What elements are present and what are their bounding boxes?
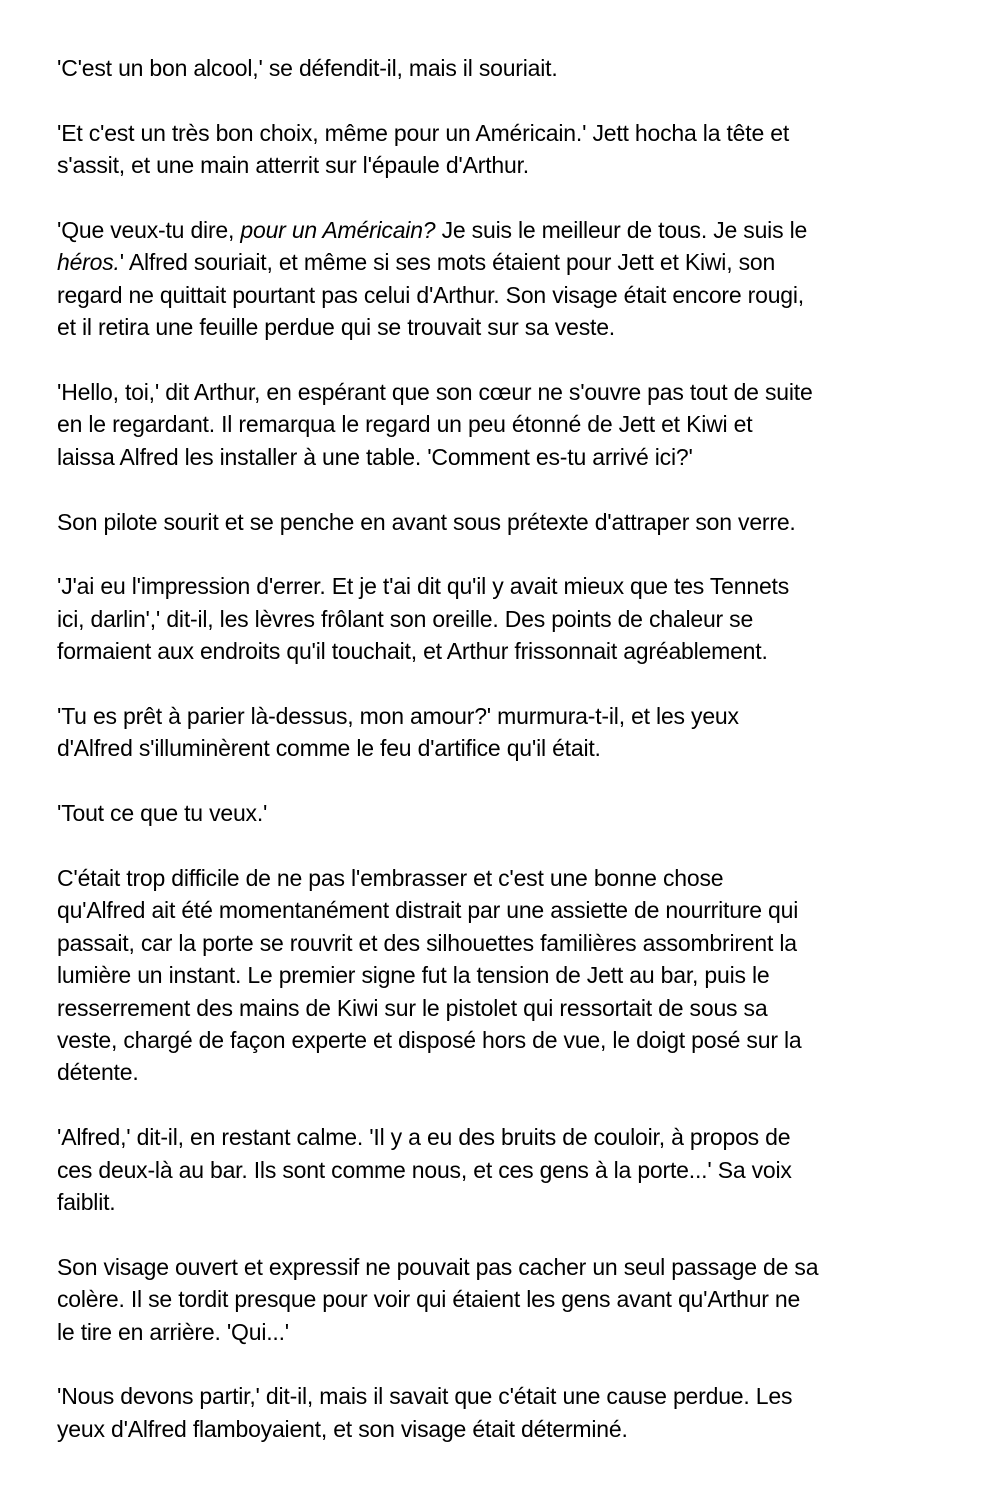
text-run: regard ne quittait pourtant pas celui d'Arthur. Son visage était encore rougi, (57, 281, 804, 308)
text-run: colère. Il se tordit presque pour voir qui étaient les gens avant qu'Arthur ne (57, 1286, 801, 1313)
text-run: C'était trop difficile de ne pas l'embrasser et c'est une bonne chose (57, 865, 724, 892)
text-run: Je suis le meilleur de tous. Je suis le (435, 217, 808, 243)
text-run: 'Nous devons partir,' dit-il, mais il savait que c'était une cause perdue. Les (57, 1383, 793, 1410)
text-line (57, 732, 957, 764)
text-run: s'assit, et une main atterrit sur l'épaule d'Arthur. (57, 152, 529, 179)
text-run: d'Alfred s'illuminèrent comme le feu d'artifice qu'il était. (57, 735, 601, 762)
text-run: 'Et c'est un très bon choix, même pour un Américain.' Jett hocha la tête et (57, 119, 790, 146)
text-run: Son visage ouvert et expressif ne pouvait pas cacher un seul passage de sa (57, 1253, 819, 1280)
text-run: et il retira une feuille perdue qui se trouvait sur sa veste. (57, 314, 615, 341)
text-run: Son pilote sourit et se penche en avant sous prétexte d'attraper son verre. (57, 508, 796, 535)
text-line (57, 117, 957, 149)
text-line (57, 1283, 957, 1315)
text-run: 'Alfred,' dit-il, en restant calme. 'Il y a eu des bruits de couloir, à propos de (57, 1124, 791, 1151)
text-line (57, 635, 957, 667)
text-line (57, 797, 957, 829)
text-run: laissa Alfred les installer à une table. 'Comment es-tu arrivé ici?' (57, 443, 693, 470)
text-line (57, 1251, 957, 1283)
text-run: 'Hello, toi,' dit Arthur, en espérant que son cœur ne s'ouvre pas tout de suite (57, 379, 813, 406)
text-line (57, 1316, 957, 1348)
text-line (57, 570, 957, 602)
paragraph (57, 1380, 957, 1445)
text-run: passait, car la porte se rouvrit et des silhouettes familières assombrirent la (57, 929, 797, 956)
text-line (57, 894, 957, 926)
paragraph (57, 862, 957, 1089)
text-run: ces deux-là au bar. Ils sont comme nous, et ces gens à la porte...' Sa voix (57, 1156, 792, 1183)
text-line (57, 376, 957, 408)
paragraph (57, 1121, 957, 1218)
paragraph (57, 1251, 957, 1348)
text-line (57, 149, 957, 181)
text-line (57, 927, 957, 959)
text-line (57, 214, 957, 246)
text-line (57, 603, 957, 635)
paragraph (57, 570, 957, 667)
text-line (57, 279, 957, 311)
text-line (57, 506, 957, 538)
text-run: 'J'ai eu l'impression d'errer. Et je t'ai dit qu'il y avait mieux que tes Tennets (57, 573, 790, 600)
paragraph (57, 117, 957, 182)
italic-text: pour un Américain? (240, 217, 436, 243)
text-run: formaient aux endroits qu'il touchait, et Arthur frissonnait agréablement. (57, 638, 768, 665)
text-run: 'Tu es prêt à parier là-dessus, mon amour?' murmura-t-il, et les yeux (57, 703, 739, 730)
text-line (57, 441, 957, 473)
paragraph (57, 797, 957, 829)
text-line (57, 1380, 957, 1412)
text-line (57, 1056, 957, 1088)
text-run: faiblit. (57, 1189, 116, 1216)
paragraph (57, 700, 957, 765)
paragraph (57, 506, 957, 538)
text-run: resserrement des mains de Kiwi sur le pistolet qui ressortait de sous sa (57, 994, 768, 1021)
text-line (57, 992, 957, 1024)
text-line (57, 52, 957, 84)
text-line (57, 862, 957, 894)
text-run: ici, darlin',' dit-il, les lèvres frôlant son oreille. Des points de chaleur se (57, 605, 754, 632)
paragraph (57, 376, 957, 473)
text-run: en le regardant. Il remarqua le regard un peu étonné de Jett et Kiwi et (57, 411, 753, 438)
text-run: qu'Alfred ait été momentanément distrait par une assiette de nourriture qui (57, 897, 799, 924)
document-page (57, 52, 957, 1478)
text-run: veste, chargé de façon experte et disposé hors de vue, le doigt posé sur la (57, 1027, 802, 1054)
text-line (57, 700, 957, 732)
paragraph (57, 52, 957, 84)
text-line (57, 311, 957, 343)
text-run: 'Que veux-tu dire, (57, 217, 241, 243)
text-line (57, 1121, 957, 1153)
text-line (57, 1024, 957, 1056)
text-run: ' Alfred souriait, et même si ses mots étaient pour Jett et Kiwi, son (119, 249, 776, 276)
italic-text: héros. (57, 249, 120, 276)
text-line (57, 246, 957, 278)
text-run: 'Tout ce que tu veux.' (57, 800, 268, 827)
text-line (57, 1186, 957, 1218)
text-run: détente. (57, 1059, 139, 1086)
text-run: le tire en arrière. 'Qui...' (57, 1318, 289, 1345)
text-run: lumière un instant. Le premier signe fut la tension de Jett au bar, puis le (57, 962, 770, 989)
text-run: yeux d'Alfred flamboyaient, et son visage était déterminé. (57, 1415, 628, 1442)
text-line (57, 1413, 957, 1445)
paragraph (57, 214, 957, 344)
text-run: 'C'est un bon alcool,' se défendit-il, mais il souriait. (57, 55, 558, 81)
text-line (57, 959, 957, 991)
text-line (57, 1154, 957, 1186)
text-line (57, 408, 957, 440)
